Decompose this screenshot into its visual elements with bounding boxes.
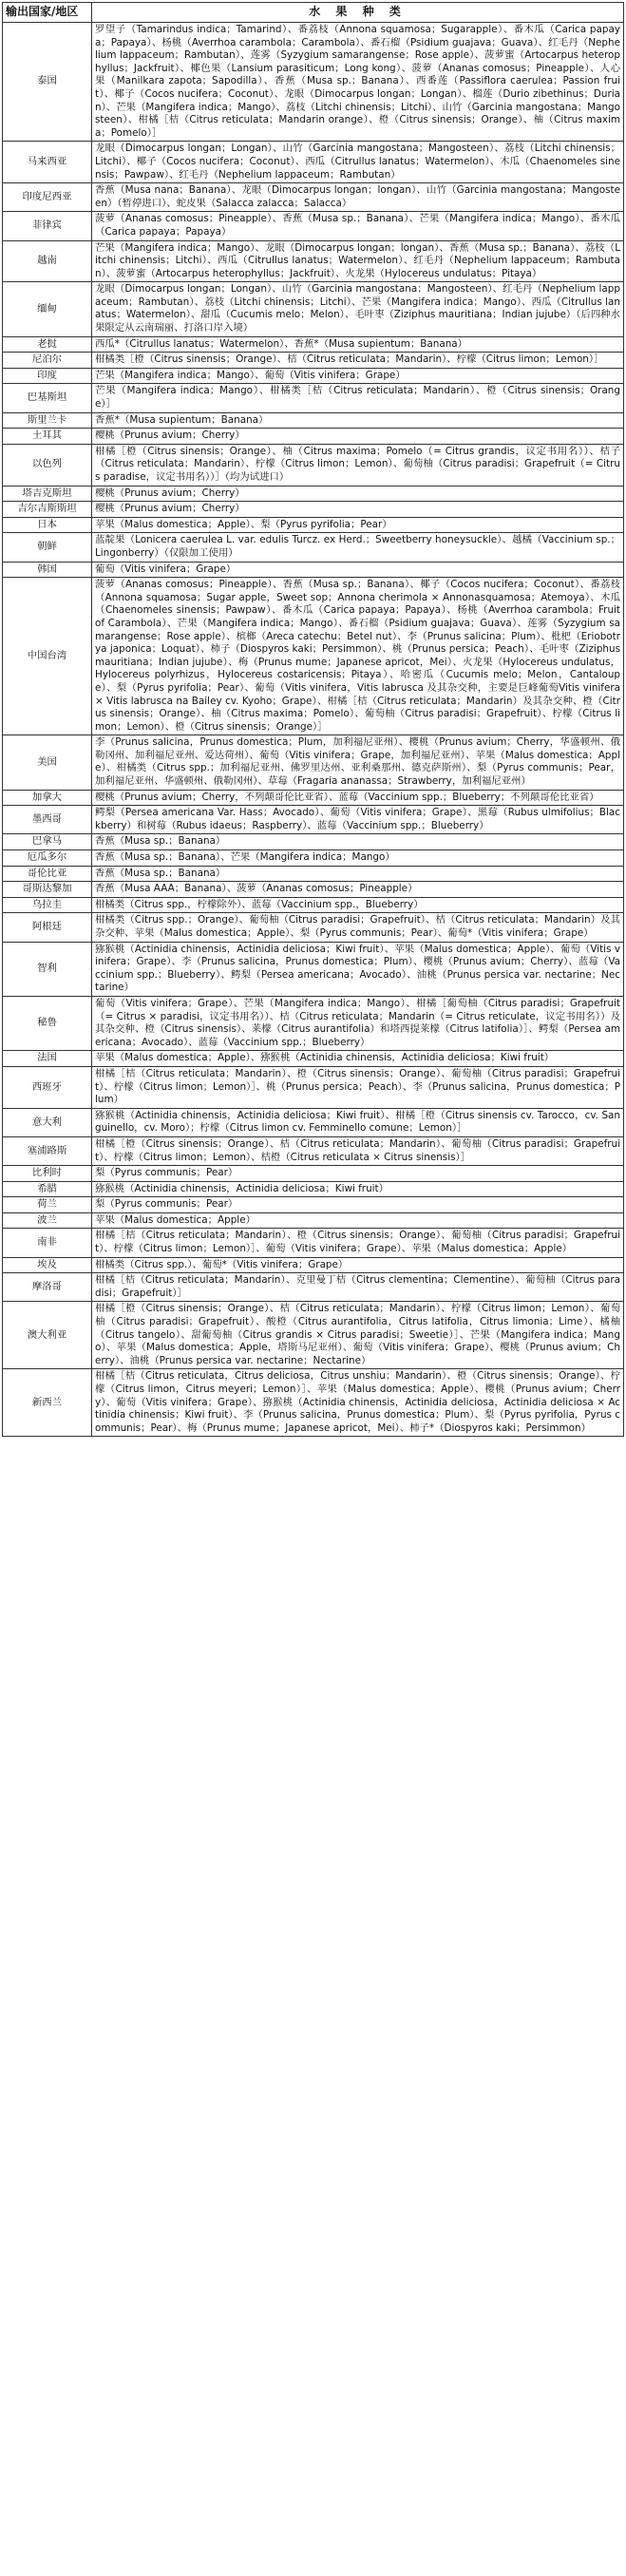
fruits-cell: 芒果（Mangifera indica；Mango）、龙眼（Dimocarpus longan；longan）、香蕉（Musa sp.；Banana）、荔枝（Litchi chinensis；Litchi）、西瓜（Citrullus lanatus；Watermelon）、红毛丹（Nephelium lappaceum；Rambutan）、菠萝蜜（Artocarpus heterophyllus；Jackfruit）、火龙果（Hylocereus undulatus；Pitaya） [92,240,624,282]
table-row [3,412,624,429]
country-cell: 哥伦比亚 [3,866,92,882]
table-row [3,282,624,336]
country-cell: 老挝 [3,336,92,353]
fruits-cell: 柑橘类（Citrus spp.，柠檬除外）、蓝莓（Vaccinium spp.，Blueberry） [92,897,624,913]
country-cell: 泰国 [3,23,92,142]
country-cell: 塔吉克斯坦 [3,486,92,502]
fruits-cell: 罗望子（Tamarindus indica；Tamarind）、番荔枝（Annona squamosa；Sugarapple）、番木瓜（Carica papaya；Papaya）、杨桃（Averrhoa carambola；Carambola）、番石榴（Psidium guajava；Guava）、红毛丹（Nephelium lappaceum；Rambutan）、莲雾（Syzygium samarangense；Rose apple）、菠萝蜜（Artocarpus heterophyllus；Jackfruit）、椰色果（Lansium parasiticum；Long kong）、菠萝（Ananas comosus；Pineapple）、人心果（Manilkara zapota；Sapodilla）、香蕉（Musa sp.；Banana）、西番莲（Passiflora caerulea；Passion fruit）、椰子（Cocos nucifera；Coconut）、龙眼（Dimocarpus longan；Longan）、榴莲（Durio zibethinus；Durian）、芒果（Mangifera indica；Mango）、荔枝（Litchi chinensis；Litchi）、山竹（Garcinia mangostana；Mangosteen）、柑橘［桔（Citrus reticulata；Mandarin orange）、橙（Citrus sinensis；Orange）、柚（Citrus maxima；Pomelo）］ [92,23,624,142]
fruits-cell: 柑橘［橙（Citrus sinensis；Orange）、桔（Citrus reticulata；Mandarin）、葡萄柚（Citrus paradisi；Grapefruit）、柠檬（Citrus limon；Lemon）、桔橙（Citrus reticulata × Citrus sinensis）］ [92,1136,624,1165]
fruits-cell: 柑橘类（Citrus spp.）、葡萄*（Vitis vinifera；Grape） [92,1257,624,1273]
table-row [3,913,624,942]
table-row [3,1166,624,1182]
fruits-cell: 柑橘［桔（Citrus reticulata；Mandarin）、橙（Citrus sinensis；Orange）、葡萄柚（Citrus paradisi；Grapefruit）、柠檬（Citrus limon；Lemon）］、葡萄（Vitis vinifera；Grape）、苹果（Malus domestica；Apple） [92,1229,624,1257]
country-cell: 荷兰 [3,1197,92,1213]
table-row [3,1136,624,1165]
country-cell: 斯里兰卡 [3,412,92,429]
table-row [3,735,624,790]
fruits-cell: 芒果（Mangifera indica；Mango）、柑橘类［桔（Citrus reticulata；Mandarin）、橙（Citrus sinensis；Orange）］ [92,384,624,412]
fruits-cell: 柑橘［橙（Citrus sinensis；Orange）、桔（Citrus reticulata；Mandarin）、柠檬（Citrus limon；Lemon）、葡萄柚（Citrus paradisi；Grapefruit）、酸橙（Citrus aurantifolia，Citrus latifolia，Citrus limonia；Lime）、橘柚（Citrus tangelo）、甜葡萄柚（Citrus grandis × Citrus paradisi；Sweetie）］、芒果（Mangifera indica；Mango）、苹果（Malus domestica；Apple，塔斯马尼亚州）、葡萄（Vitis vinifera；Grape）、樱桃（Prunus avium；Cherry）、油桃（Prunus persica var. nectarine；Nectarine） [92,1302,624,1369]
table-row [3,866,624,882]
table-row [3,336,624,353]
table-row [3,533,624,562]
fruit-import-table [2,2,624,1437]
country-cell: 马来西亚 [3,142,92,183]
country-cell: 埃及 [3,1257,92,1273]
fruits-cell: 香蕉（Musa sp.；Banana） [92,834,624,850]
fruits-cell: 苹果（Malus domestica；Apple）、梨（Pyrus pyrifolia；Pear） [92,517,624,533]
fruits-cell: 葡萄（Vitis vinifera；Grape） [92,562,624,578]
table-row [3,1197,624,1213]
table-row [3,183,624,212]
table-row [3,384,624,412]
country-cell: 阿根廷 [3,913,92,942]
country-cell: 秘鲁 [3,996,92,1050]
table-row [3,1369,624,1437]
table-row [3,444,624,486]
fruits-cell: 鳄梨（Persea americana Var. Hass；Avocado）、葡萄（Vitis vinifera；Grape）、黑莓（Rubus ulmifolius；Blackberry）和树莓（Rubus idaeus；Raspberry）、蓝莓（Vaccinium spp.；Blueberry） [92,806,624,834]
country-cell: 哥斯达黎加 [3,882,92,898]
country-cell: 印度尼西亚 [3,183,92,212]
country-cell: 法国 [3,1051,92,1067]
table-body [3,23,624,1437]
country-cell: 摩洛哥 [3,1273,92,1302]
table-row [3,850,624,867]
fruits-cell: 梨（Pyrus communis；Pear） [92,1166,624,1182]
country-cell: 中国台湾 [3,578,92,735]
table-row [3,212,624,240]
fruits-cell: 猕猴桃（Actinidia chinensis，Actinidia deliciosa；Kiwi fruit）、苹果（Malus domestica；Apple）、葡萄（Vitis vinifera；Grape）、李（Prunus salicina，Prunus domestica；Plum）、樱桃（Prunus avium；Cherry）、蓝莓（Vaccinium spp.；Blueberry）、鳄梨（Persea americana；Avocado）、油桃（Prunus persica var. nectarine；Nectarine） [92,942,624,996]
table-row [3,1229,624,1257]
fruits-cell: 樱桃（Prunus avium；Cherry） [92,429,624,445]
country-cell: 智利 [3,942,92,996]
country-cell: 希腊 [3,1181,92,1197]
table-row [3,1051,624,1067]
country-cell: 巴基斯坦 [3,384,92,412]
table-row [3,1212,624,1229]
country-cell: 比利时 [3,1166,92,1182]
table-row [3,240,624,282]
table-row [3,806,624,834]
table-header-row [3,3,624,23]
table-row [3,486,624,502]
table-row [3,1108,624,1136]
header-fruit: 水 果 种 类 [92,3,624,23]
country-cell: 吉尔吉斯斯坦 [3,502,92,518]
country-cell: 越南 [3,240,92,282]
table-row [3,23,624,142]
fruits-cell: 柑橘［桔（Citrus reticulata；Mandarin）、橙（Citrus sinensis；Orange）、葡萄柚（Citrus paradisi；Grapefruit）、柠檬（Citrus limon；Lemon）］、桃（Prunus persica；Peach）、李（Prunus salicina，Prunus domestica；Plum） [92,1066,624,1108]
table-row [3,1273,624,1302]
table-row [3,517,624,533]
country-cell: 美国 [3,735,92,790]
header-country: 输出国家/地区 [3,3,92,23]
country-cell: 新西兰 [3,1369,92,1437]
fruits-cell: 香蕉（Musa AAA；Banana）、菠萝（Ananas comosus；Pineapple） [92,882,624,898]
country-cell: 日本 [3,517,92,533]
fruits-cell: 香蕉（Musa sp.；Banana）、芒果（Mangifera indica；Mango） [92,850,624,867]
country-cell: 意大利 [3,1108,92,1136]
table-row [3,353,624,369]
table-row [3,790,624,806]
table-row [3,882,624,898]
fruits-cell: 苹果（Malus domestica；Apple） [92,1212,624,1229]
country-cell: 塞浦路斯 [3,1136,92,1165]
table-row [3,1066,624,1108]
fruits-cell: 柑橘类（Citrus spp.；Orange）、葡萄柚（Citrus paradisi；Grapefruit）、桔（Citrus reticulata；Mandarin）及其杂交种、苹果（Malus domestica；Apple）、梨（Pyrus communis；Pear）、葡萄*（Vitis vinifera；Grape） [92,913,624,942]
fruits-cell: 香蕉（Musa nana；Banana）、龙眼（Dimocarpus longan；longan）、山竹（Garcinia mangostana；Mangosteen）（暂停进口）、蛇皮果（Salacca zalacca；Salacca） [92,183,624,212]
country-cell: 加拿大 [3,790,92,806]
country-cell: 韩国 [3,562,92,578]
country-cell: 南非 [3,1229,92,1257]
fruits-cell: 香蕉（Musa sp.；Banana） [92,866,624,882]
table-row [3,897,624,913]
country-cell: 印度 [3,368,92,384]
country-cell: 菲律宾 [3,212,92,240]
fruits-cell: 柑橘类［橙（Citrus sinensis；Orange）、桔（Citrus reticulata；Mandarin）、柠檬（Citrus limon；Lemon）］ [92,353,624,369]
table-row [3,1302,624,1369]
fruits-cell: 菠萝（Ananas comosus；Pineapple）、香蕉（Musa sp.；Banana）、芒果（Mangifera indica；Mango）、番木瓜（Carica papaya；Papaya） [92,212,624,240]
fruits-cell: 芒果（Mangifera indica；Mango）、葡萄（Vitis vinifera；Grape） [92,368,624,384]
fruits-cell: 龙眼（Dimocarpus longan；Longan）、山竹（Garcinia mangostana；Mangosteen）、红毛丹（Nephelium lappaceum；Rambutan）、荔枝（Litchi chinensis；Litchi）、芒果（Mangifera indica；Mango）、西瓜（Citrullus lanatus；Watermelon）、甜瓜（Cucumis melo；Melon）、毛叶枣（Ziziphus mauritiana；Indian jujube）（后四种水果限定从云南瑞丽、打洛口岸入境） [92,282,624,336]
table-row [3,562,624,578]
fruits-cell: 猕猴桃（Actinidia chinensis，Actinidia deliciosa；Kiwi fruit）、柑橘［橙（Citrus sinensis cv. Tarocco，cv. Sanguinello，cv. Moro）；柠檬（Citrus limon cv. Femminello comune；Lemon）］ [92,1108,624,1136]
country-cell: 巴拿马 [3,834,92,850]
table-row [3,1257,624,1273]
country-cell: 墨西哥 [3,806,92,834]
fruits-cell: 柑橘［桔（Citrus reticulata；Mandarin）、克里曼丁桔（Citrus clementina；Clementine）、葡萄柚（Citrus paradisi；Grapefruit）］ [92,1273,624,1302]
fruits-cell: 香蕉*（Musa supientum；Banana） [92,412,624,429]
fruits-cell: 西瓜*（Citrullus lanatus；Watermelon）、香蕉*（Musa supientum；Banana） [92,336,624,353]
table-row [3,942,624,996]
table-row [3,578,624,735]
fruits-cell: 柑橘［橙（Citrus sinensis；Orange）、柚（Citrus maxima；Pomelo（= Citrus grandis，议定书用名））、桔子（Citrus reticulata；Mandarin）、柠檬（Citrus limon；Lemon）、葡萄柚（Citrus paradisi；Grapefruit（= Citrus paradise，议定书用名））］（均为试进口） [92,444,624,486]
fruits-cell: 李（Prunus salicina，Prunus domestica；Plum，加利福尼亚州）、樱桃（Prunus avium；Cherry，华盛顿州、俄勒冈州、加利福尼亚州、爱达荷州）、葡萄（Vitis vinifera；Grape，加利福尼亚州）、苹果（Malus domestica；Apple）、柑橘类（Citrus spp.；加利福尼亚州、佛罗里达州、亚利桑那州、德克萨斯州）、梨（Pyrus communis；Pear，加利福尼亚州、华盛顿州、俄勒冈州）、草莓（Fragaria ananassa；Strawberry，加利福尼亚州） [92,735,624,790]
table-row [3,142,624,183]
country-cell: 缅甸 [3,282,92,336]
fruits-cell: 葡萄（Vitis vinifera；Grape）、芒果（Mangifera indica；Mango）、柑橘［葡萄柚（Citrus paradisi；Grapefruit（= Citrus × paradisi，议定书用名））、桔（Citrus reticulata；Mandarin（= Citrus reticulate，议定书用名））及其杂交种、橙（Citrus sinensis）、莱檬（Citrus aurantifolia）和塔西提莱檬（Citrus latifolia）］、鳄梨（Persea americana；Avocado）、蓝莓（Vaccinium spp.；Blueberry） [92,996,624,1050]
fruits-cell: 梨（Pyrus communis；Pear） [92,1197,624,1213]
country-cell: 波兰 [3,1212,92,1229]
table-row [3,368,624,384]
fruits-cell: 樱桃（Prunus avium；Cherry） [92,486,624,502]
country-cell: 土耳其 [3,429,92,445]
fruits-cell: 樱桃（Prunus avium；Cherry） [92,502,624,518]
fruits-cell: 猕猴桃（Actinidia chinensis，Actinidia deliciosa；Kiwi fruit） [92,1181,624,1197]
country-cell: 朝鲜 [3,533,92,562]
table-row [3,996,624,1050]
fruits-cell: 龙眼（Dimocarpus longan；Longan）、山竹（Garcinia mangostana；Mangosteen）、荔枝（Litchi chinensis；Litchi）、椰子（Cocos nucifera；Coconut）、西瓜（Citrullus lanatus；Watermelon）、木瓜（Chaenomeles sinensis；Pawpaw）、红毛丹（Nephelium lappaceum；Rambutan） [92,142,624,183]
fruits-cell: 蓝靛果（Lonicera caerulea L. var. edulis Turcz. ex Herd.；Sweetberry honeysuckle）、越橘（Vaccinium sp.；Lingonberry）（仅限加工使用） [92,533,624,562]
country-cell: 乌拉圭 [3,897,92,913]
fruits-cell: 樱桃（Prunus avium；Cherry，不列颠哥伦比亚省）、蓝莓（Vaccinium spp.；Blueberry；不列颠哥伦比亚省） [92,790,624,806]
country-cell: 澳大利亚 [3,1302,92,1369]
table-row [3,834,624,850]
country-cell: 厄瓜多尔 [3,850,92,867]
fruits-cell: 菠萝（Ananas comosus；Pineapple）、香蕉（Musa sp.；Banana）、椰子（Cocos nucifera；Coconut）、番荔枝（Annona squamosa；Sugar apple，Sweet sop；Annona cherimola × Annonasquamosa；Atemoya）、木瓜（Chaenomeles sinensis；Pawpaw）、番木瓜（Carica papaya；Papaya）、杨桃（Averrhoa carambola；Fruit of Carambola）、芒果（Mangifera indica；Mango）、番石榴（Psidium guajava；Guava）、莲雾（Syzygium samarangense；Rose apple）、槟榔（Areca catechu；Betel nut）、李（Prunus salicina；Plum）、枇杷（Eriobotrya japonica；Loquat）、柿子（Diospyros kaki；Persimmon）、桃（Prunus persica；Peach）、毛叶枣（Ziziphus mauritiana；Indian jujube）、梅（Prunus mume；Japanese apricot，Mei）、火龙果（Hylocereus undulatus，Hylocereus polyrhizus，Hylocereus costaricensis；Pitaya）、哈密瓜（Cucumis melo；Melon，Cantaloupe）、梨（Pyrus pyrifolia；Pear）、葡萄（Vitis vinifera，Vitis labrusca 及其杂交种，主要是巨峰葡萄Vitis vinifera × Vitis labrusca na Bailey cv. Kyoho；Grape）、柑橘［桔（Citrus reticulata；Mandarin）及其杂交种、橙（Citrus sinensis；Orange）、柚（Citrus maxima；Pomelo）、葡萄柚（Citrus paradisi；Grapefruit）、柠檬（Citrus limon；Lemon）、橙（Citrus sinensis；Orange）］ [92,578,624,735]
table-row [3,502,624,518]
fruits-cell: 柑橘［桔（Citrus reticulata，Citrus deliciosa，Citrus unshiu；Mandarin）、橙（Citrus sinensis；Orange）、柠檬（Citrus limon，Citrus meyeri；Lemon）］、苹果（Malus domestica；Apple）、樱桃（Prunus avium；Cherry）、葡萄（Vitis vinifera；Grape）、猕猴桃（Actinidia chinensis，Actinidia deliciosa，Actinidia deliciosa × Actinidia chinensis；Kiwi fruit）、李（Prunus salicina，Prunus domestica；Plum）、梨（Pyrus pyrifolia，Pyrus communis；Pear）、梅（Prunus mume；Japanese apricot，Mei）、柿子*（Diospyros kaki；Persimmon） [92,1369,624,1437]
country-cell: 西班牙 [3,1066,92,1108]
country-cell: 尼泊尔 [3,353,92,369]
fruits-cell: 苹果（Malus domestica；Apple）、猕猴桃（Actinidia chinensis，Actinidia deliciosa；Kiwi fruit） [92,1051,624,1067]
table-row [3,1181,624,1197]
table-row [3,429,624,445]
country-cell: 以色列 [3,444,92,486]
